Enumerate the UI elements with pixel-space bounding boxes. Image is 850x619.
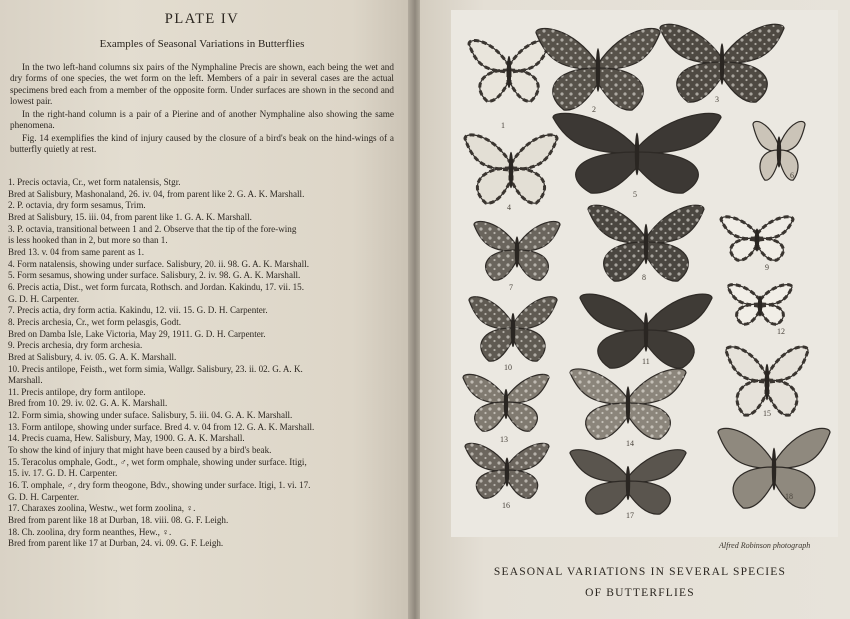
list-item: 8. Precis archesia, Cr., wet form pelasgis, Godt. — [8, 316, 181, 327]
specimen-number: 4 — [507, 203, 511, 212]
list-item: Bred from parent like 18 at Durban, 18. viii. 08. G. F. Leigh. — [8, 515, 229, 526]
specimen-number: 18 — [785, 492, 793, 501]
list-item: is less hooked than in 2, but more so than 1. — [8, 235, 168, 246]
specimen-number: 9 — [765, 263, 769, 272]
list-item: 17. Charaxes zoolina, Westw., wet form zoolina, ♀. — [8, 503, 196, 514]
list-item: 3. P. octavia, transitional between 1 and 2. Observe that the tip of the fore-wing — [8, 223, 297, 234]
butterfly-specimen-14 — [570, 369, 686, 439]
specimen-number: 1 — [501, 121, 505, 130]
plate-subtitle: Examples of Seasonal Variations in Butterflies — [99, 38, 305, 50]
fig-paragraph: Fig. 14 exemplifies the kind of injury caused by the closure of a bird's beak on the hind-wings of a butterfly quietly at rest. — [10, 133, 394, 155]
specimen-number: 15 — [763, 409, 771, 418]
specimen-number: 7 — [509, 283, 513, 292]
butterfly-specimen-15 — [726, 347, 808, 415]
list-item: 15. iv. 17. G. D. H. Carpenter. — [8, 468, 118, 479]
list-item: 9. Precis archesia, dry form archesia. — [8, 340, 143, 351]
list-item: Bred from 10. 29. iv. 02. G. A. K. Marshall. — [8, 398, 168, 409]
specimen-number: 12 — [777, 327, 785, 336]
specimen-list — [8, 177, 396, 550]
list-item: Bred on Damba Isle, Lake Victoria, May 29, 1911. G. D. H. Carpenter. — [8, 328, 266, 339]
list-item: Marshall. — [8, 375, 43, 386]
list-item: G. D. H. Carpenter. — [8, 491, 79, 502]
butterfly-specimen-10 — [469, 297, 557, 361]
butterfly-specimen-16 — [465, 443, 549, 498]
right-page — [420, 0, 850, 619]
specimen-number: 14 — [626, 439, 634, 448]
list-item: 7. Precis actia, dry form actia. Kakindu, 12. vii. 15. G. D. H. Carpenter. — [8, 305, 268, 316]
specimen-number: 6 — [790, 171, 794, 180]
list-item: G. D. H. Carpenter. — [8, 293, 79, 304]
specimen-number: 8 — [642, 273, 646, 282]
butterfly-specimen-7 — [474, 221, 560, 280]
specimen-number: 10 — [504, 363, 512, 372]
butterfly-specimen-2 — [536, 28, 660, 110]
list-item: 2. P. octavia, dry form sesamus, Trim. — [8, 200, 146, 211]
butterfly-specimen-8 — [588, 205, 704, 281]
butterfly-specimen-5 — [553, 113, 721, 193]
list-item: Bred from parent like 17 at Durban, 24. vi. 09. G. F. Leigh. — [8, 538, 224, 549]
plate-caption-line1: SEASONAL VARIATIONS IN SEVERAL SPECIES — [493, 566, 787, 578]
list-item: 12. Form simia, showing under suface. Salisbury, 5. iii. 04. G. A. K. Marshall. — [8, 410, 293, 421]
list-item: 14. Precis cuama, Hew. Salisbury, May, 1900. G. A. K. Marshall. — [8, 433, 245, 444]
butterfly-specimen-18 — [718, 428, 830, 508]
butterfly-specimen-13 — [463, 374, 549, 431]
list-item: 18. Ch. zoolina, dry form neanthes, Hew., ♀. — [8, 526, 172, 537]
list-item: 16. T. omphale, ♂, dry form theogone, Bdv., showing under surface. Itigi, 1. vi. 17. — [8, 480, 311, 491]
plate-caption-line2: OF BUTTERFLIES — [585, 587, 695, 599]
butterfly-specimen-9 — [721, 217, 793, 260]
butterfly-specimen-1 — [469, 41, 549, 102]
specimen-number: 16 — [502, 501, 510, 510]
list-item: Bred 13. v. 04 from same parent as 1. — [8, 246, 145, 257]
specimen-number: 17 — [626, 511, 634, 520]
list-item: 13. Form antilope, showing under surface. Bred 4. v. 04 from 12. G. A. K. Marshall. — [8, 421, 315, 432]
list-item: 10. Precis antilope, Feisth., wet form simia, Wallgr. Salisbury, 23. ii. 02. G. A. K. — [8, 363, 303, 374]
butterfly-specimen-3 — [660, 24, 784, 102]
list-item: Bred at Salisbury, 15. iii. 04, from parent like 1. G. A. K. Marshall. — [8, 211, 252, 222]
list-item: 6. Precis actia, Dist., wet form furcata, Rothsch. and Jordan. Kakindu, 17. vii. 15. — [8, 281, 304, 292]
butterfly-specimen-12 — [728, 285, 792, 325]
list-item: 15. Teracolus omphale, Godt., ♂, wet form omphale, showing under surface. Itigi, — [8, 456, 307, 467]
list-item: To show the kind of injury that might have been caused by a bird's beak. — [8, 445, 272, 456]
right-column-paragraph: In the right-hand column is a pair of a Pierine and of another Nymphaline also showing the same phenomena. — [10, 109, 394, 131]
list-item: 4. Form natalensis, showing under surface. Salisbury, 20. ii. 98. G. A. K. Marshall. — [8, 258, 309, 269]
specimen-number: 2 — [592, 105, 596, 114]
specimen-number: 13 — [500, 435, 508, 444]
list-item: 11. Precis antilope, dry form antilope. — [8, 386, 146, 397]
list-item: 5. Form sesamus, showing under surface. Salisbury, 2. iv. 98. G. A. K. Marshall. — [8, 270, 301, 281]
list-item: 1. Precis octavia, Cr., wet form natalensis, Stgr. — [8, 177, 181, 187]
butterfly-specimen-6 — [753, 121, 805, 180]
specimen-number: 3 — [715, 95, 719, 104]
intro-paragraph: In the two left-hand columns six pairs of the Nymphaline Precis are shown, each being the wet and dry forms of one species, the wet form on the left. Members of a pair in several cases are the actual specimens bred each from a member of the opposite form. Under surfaces are shown in the second and lowest pair. — [10, 62, 394, 107]
list-item: Bred at Salisbury, 4. iv. 05. G. A. K. Marshall. — [8, 351, 177, 362]
butterfly-specimen-17 — [570, 450, 686, 514]
left-page — [0, 0, 414, 619]
butterfly-specimen-4 — [465, 135, 557, 203]
butterfly-plate-photo — [451, 10, 838, 537]
plate-title: PLATE IV — [164, 11, 240, 27]
photo-credit: Alfred Robinson photograph — [719, 541, 811, 550]
list-item: Bred at Salisbury, Mashonaland, 26. iv. 04, from parent like 2. G. A. K. Marshall. — [8, 188, 305, 199]
specimen-number: 5 — [633, 190, 637, 199]
specimen-number: 11 — [642, 357, 650, 366]
